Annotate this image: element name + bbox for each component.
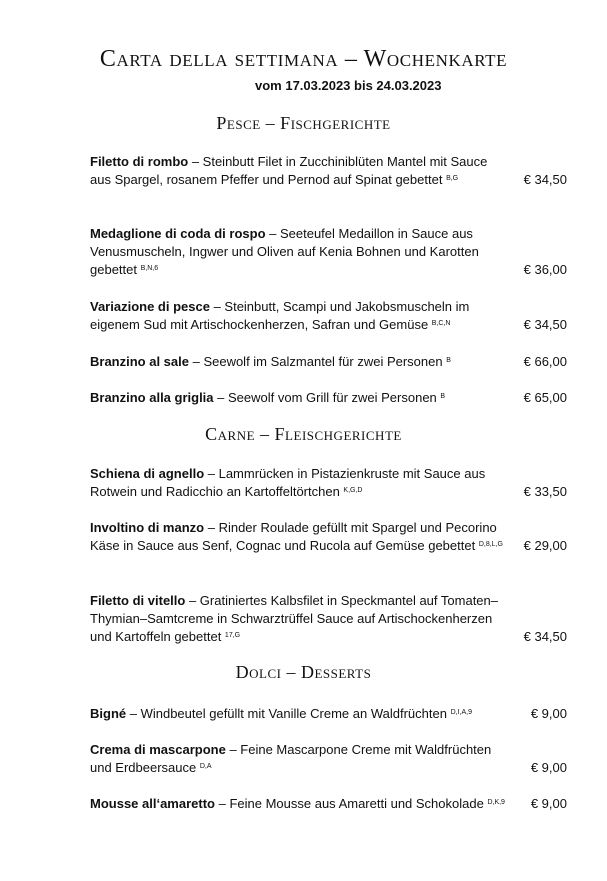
item-allergens: B,G bbox=[446, 175, 459, 182]
item-price: € 9,00 bbox=[530, 796, 567, 811]
section-heading-fish: Pesce – Fischgerichte bbox=[216, 113, 391, 133]
item-name: Branzino al sale bbox=[90, 354, 189, 369]
item-description bbox=[90, 592, 510, 646]
menu-item bbox=[90, 298, 590, 334]
item-allergens: 17,G bbox=[224, 632, 241, 639]
item-text: – Rinder Roulade gefüllt mit Spargel und Pecorino Käse in Sauce aus Senf, Cognac und Rucola auf Gemüse gebettet bbox=[90, 520, 497, 553]
item-name: Crema di mascarpone bbox=[90, 742, 226, 757]
item-price: € 9,00 bbox=[530, 706, 567, 721]
item-price: € 66,00 bbox=[523, 354, 567, 369]
menu-item bbox=[90, 705, 590, 723]
date-range: vom 17.03.2023 bis 24.03.2023 bbox=[255, 78, 442, 93]
item-description bbox=[90, 298, 510, 334]
menu-item bbox=[90, 465, 590, 501]
item-text: – Windbeutel gefüllt mit Vanille Creme an Waldfrüchten bbox=[126, 706, 451, 721]
section-heading-desserts: Dolci – Desserts bbox=[235, 662, 372, 682]
menu-item bbox=[90, 225, 590, 279]
menu-item bbox=[90, 153, 590, 189]
item-allergens: D,K,9 bbox=[487, 799, 505, 806]
menu-item bbox=[90, 389, 590, 407]
item-text: – Seeteufel Medaillon in Sauce aus Venusmuscheln, Ingwer und Oliven auf Kenia Bohnen und Karotten gebettet bbox=[90, 226, 479, 277]
item-description bbox=[90, 705, 510, 723]
item-price: € 34,50 bbox=[523, 629, 567, 644]
item-text: – Feine Mousse aus Amaretti und Schokolade bbox=[215, 796, 488, 811]
item-price: € 29,00 bbox=[523, 538, 567, 553]
item-description bbox=[90, 225, 510, 279]
item-description bbox=[90, 795, 510, 813]
item-name: Branzino alla griglia bbox=[90, 390, 214, 405]
item-price: € 34,50 bbox=[523, 172, 567, 187]
item-text: – Feine Mascarpone Creme mit Waldfrüchten und Erdbeersauce bbox=[90, 742, 492, 775]
item-text: – Seewolf im Salzmantel für zwei Personen bbox=[188, 354, 447, 369]
item-name: Bigné bbox=[90, 706, 127, 721]
item-allergens: K,G,D bbox=[343, 487, 363, 494]
item-name: Filetto di rombo bbox=[90, 154, 189, 169]
item-name: Involtino di manzo bbox=[90, 520, 205, 535]
item-price: € 9,00 bbox=[530, 760, 567, 775]
item-price: € 33,50 bbox=[523, 484, 567, 499]
item-allergens: D,A bbox=[199, 763, 212, 770]
menu-item bbox=[90, 741, 590, 777]
item-description bbox=[90, 465, 510, 501]
item-allergens: B,C,N bbox=[431, 320, 451, 327]
item-name: Schiena di agnello bbox=[90, 466, 205, 481]
menu-item bbox=[90, 353, 590, 371]
item-allergens: D,8,L,G bbox=[478, 541, 503, 548]
item-text: – Seewolf vom Grill für zwei Personen bbox=[213, 390, 441, 405]
item-allergens: B bbox=[440, 393, 446, 400]
item-allergens: B bbox=[446, 357, 451, 364]
item-description bbox=[90, 389, 510, 407]
item-allergens: D,I,A,9 bbox=[450, 709, 472, 716]
item-description bbox=[90, 153, 510, 189]
item-text: – Lammrücken in Pistazienkruste mit Sauce aus Rotwein und Radicchio an Kartoffeltörtchen bbox=[90, 466, 486, 499]
menu-item bbox=[90, 592, 590, 646]
item-text: – Gratiniertes Kalbsfilet in Speckmantel auf Tomaten–Thymian–Samtcreme in Schwarztrüffel Sauce auf Artischockenherzen und Kartoffeln gebettet bbox=[90, 593, 498, 644]
item-price: € 65,00 bbox=[523, 390, 567, 405]
item-name: Mousse all‘amaretto bbox=[90, 796, 215, 811]
item-name: Medaglione di coda di rospo bbox=[90, 226, 266, 241]
item-text: – Steinbutt, Scampi und Jakobsmuscheln im eigenem Sud mit Artischockenherzen, Safran und Gemüse bbox=[90, 299, 470, 332]
menu-item bbox=[90, 519, 590, 555]
item-allergens: B,N,6 bbox=[140, 265, 159, 272]
item-name: Filetto di vitello bbox=[90, 593, 186, 608]
page-title: Carta della settimana – Wochenkarte bbox=[99, 46, 508, 72]
menu-item bbox=[90, 795, 590, 813]
item-description bbox=[90, 741, 510, 777]
item-name: Variazione di pesce bbox=[90, 299, 210, 314]
item-description bbox=[90, 353, 510, 371]
item-text: – Steinbutt Filet in Zucchiniblüten Mantel mit Sauce aus Spargel, rosanem Pfeffer und Pernod auf Spinat gebettet bbox=[90, 154, 488, 187]
item-description bbox=[90, 519, 510, 555]
section-heading-meat: Carne – Fleischgerichte bbox=[205, 424, 402, 444]
item-price: € 36,00 bbox=[523, 262, 567, 277]
item-price: € 34,50 bbox=[523, 317, 567, 332]
